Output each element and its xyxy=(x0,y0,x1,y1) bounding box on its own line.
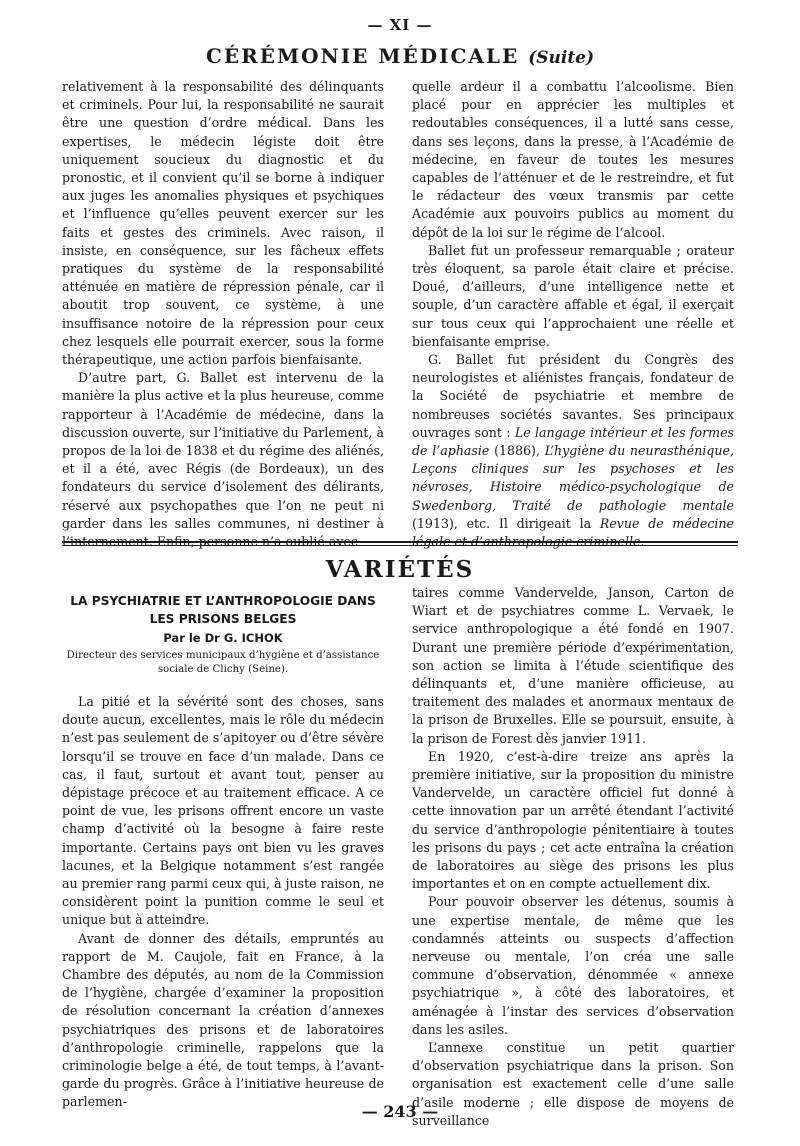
section-title-text: CÉRÉMONIE MÉDICALE xyxy=(205,44,520,68)
paragraph: Pour pouvoir observer les détenus, soumis à une expertise mentale, de même que les condamnés atteints ou suspects d’affection nerveuse ou mentale, l’on créa une salle commune d’observation, dénommée « annexe psychiatrique », à côté des laboratoires, et aménagée à l’instar des services d’observation dans les asiles. xyxy=(412,894,734,1037)
section-title-suffix: (Suite) xyxy=(528,48,595,68)
top-right-column xyxy=(412,78,734,551)
paragraph-works xyxy=(412,351,734,551)
paragraph: En 1920, c’est-à-dire treize ans après la première initiative, sur la proposition du ministre Vandervelde, un caractère officiel fut donné à cette innovation par un arrêté étendant l’activité du service d’anthropologie pénitentiaire à toutes les prisons du pays ; cet acte entraîna la création de laboratoires au siège des prisons les plus importantes et on en compte actuellement dix. xyxy=(412,748,734,892)
article-author: Par le Dr G. ICHOK xyxy=(163,631,283,645)
paragraph: relativement à la responsabilité des délinquants et criminels. Pour lui, la responsabilité ne saurait être une question d’ordre médical. Dans les expertises, le médecin légiste doit être uniquement soucieux du diagnostic et du pronostic, et il convient qu’il se borne à indiquer aux juges les anomalies physiques et psychiques et l’influence qu’elles peuvent exercer sur les faits et gestes des criminels. Avec raison, il insiste, en conséquence, sur les fâcheux effets pratiques du système de la responsabilité atténuée en matière de répression pénale, car il aboutit trop souvent, ce système, à une insuffisance notoire de la répression pour ceux chez lesquels elle pourrait exercer, sous la forme thérapeutique, une action parfois bienfaisante. xyxy=(62,79,384,368)
page-number: — 243 — xyxy=(361,1102,439,1121)
work-title: Revue de médecine légale et d’anthropologie criminelle. xyxy=(412,515,734,550)
section-divider-thin xyxy=(62,545,738,546)
page-roman-numeral: — XI — xyxy=(367,16,433,34)
work-title: L’hygiène du neurasthénique, Leçons cliniques sur les psychoses et les névroses, Histoire médico-psychologique de Swedenborg, Traité de pathologie mentale xyxy=(412,443,734,513)
work-year: (1913), etc. Il dirigeait la xyxy=(412,515,592,531)
paragraph: Ballet fut un professeur remarquable ; orateur très éloquent, sa parole était claire et précise. Doué, d’ailleurs, d’une intelligence nette et souple, d’un caractère affable et égal, il exerçait sur tous ceux qui l’approchaient une réelle et bienfaisante emprise. xyxy=(412,242,734,349)
article-title: LA PSYCHIATRIE ET L’ANTHROPOLOGIE DANS LES PRISONS BELGES xyxy=(70,594,376,626)
paragraph: D’autre part, G. Ballet est intervenu de la manière la plus active et la plus heureuse, comme rapporteur à l’Académie de médecine, dans la discussion ouverte, sur l’initiative du Parlement, à propos de la loi de 1838 et du régime des aliénés, et il a été, avec Régis (de Bordeaux), un des fondateurs du service d’isolement des délirants, réservé aux psychopathes que l’on ne peut ni garder dans les salles communes, ni destiner à l’internement. Enfin, personne n’a oublié avec xyxy=(62,370,384,550)
paragraph: L’annexe constitue un petit quartier d’observation psychiatrique dans la prison. Son organisation est exactement celle d’une salle d’asile moderne ; elle dispose de moyens de surveillance xyxy=(412,1040,734,1128)
section-title xyxy=(0,44,800,68)
article-right-column xyxy=(412,584,734,1130)
work-title: Le langage intérieur et les formes de l’aphasie xyxy=(412,424,734,459)
paragraph: Avant de donner des détails, empruntés au rapport de M. Caujole, fait en France, à la Chambre des députés, au nom de la Commission de l’hygiène, chargée d’examiner la proposition de résolution concernant la création d’annexes psychiatriques des prisons et de laboratoires d’anthropologie criminelle, rappelons que la criminologie belge a été, de tout temps, à l’avant-garde du progrès. Grâce à l’initiative heureuse de parlemen- xyxy=(62,930,384,1110)
works-intro: G. Ballet fut président du Congrès des neurologistes et aliénistes français, fondateur de la Société de psychiatrie et membre de nombreuses sociétés savantes. Ses principaux ouvrages sont : xyxy=(412,352,734,440)
article-left-column xyxy=(62,693,384,1112)
paragraph: taires comme Vandervelde, Janson, Carton de Wiart et de psychiatres comme L. Vervaek, le service anthropologique a été fondé en 1907. Durant une première période d’expérimentation, son action se limita à l’étude scientifique des délinquants et, d’une manière officieuse, au traitement des malades et anormaux mentaux de la prison de Bruxelles. Elle se poursuit, ensuite, à la prison de Forest dès janvier 1911. xyxy=(412,585,734,746)
author-affiliation: Directeur des services municipaux d’hygiène et d’assistance sociale de Clichy (Seine). xyxy=(66,650,380,675)
work-year: (1886), xyxy=(494,443,540,459)
varietes-heading: VARIÉTÉS xyxy=(325,556,475,583)
paragraph: La pitié et la sévérité sont des choses, sans doute aucun, excellentes, mais le rôle du médecin n’est pas seulement de s’apitoyer ou d’être sévère lorsqu’il se trouve en face d’un malade. Dans ce cas, il faut, surtout et avant tout, penser au dépistage précoce et au traitement efficace. A ce point de vue, les prisons offrent encore un vaste champ d’activité où la besogne à faire reste importante. Certains pays ont bien vu les graves lacunes, et la Belgique notamment s’est rangée au premier rang parmi ceux qui, à juste raison, ne considèrent point la punition comme le seul et unique but à atteindre. xyxy=(62,694,384,928)
section-divider xyxy=(62,541,738,543)
top-left-column xyxy=(62,78,384,551)
paragraph: quelle ardeur il a combattu l’alcoolisme. Bien placé pour en apprécier les multiples et redoutables conséquences, il a lutté sans cesse, dans ses leçons, dans la presse, à l’Académie de médecine, en faveur de toutes les mesures capables de l’atténuer et de le restreindre, et fut le rédacteur des vœux transmis par cette Académie aux pouvoirs publics au moment du dépôt de la loi sur le régime de l’alcool. xyxy=(412,79,734,240)
